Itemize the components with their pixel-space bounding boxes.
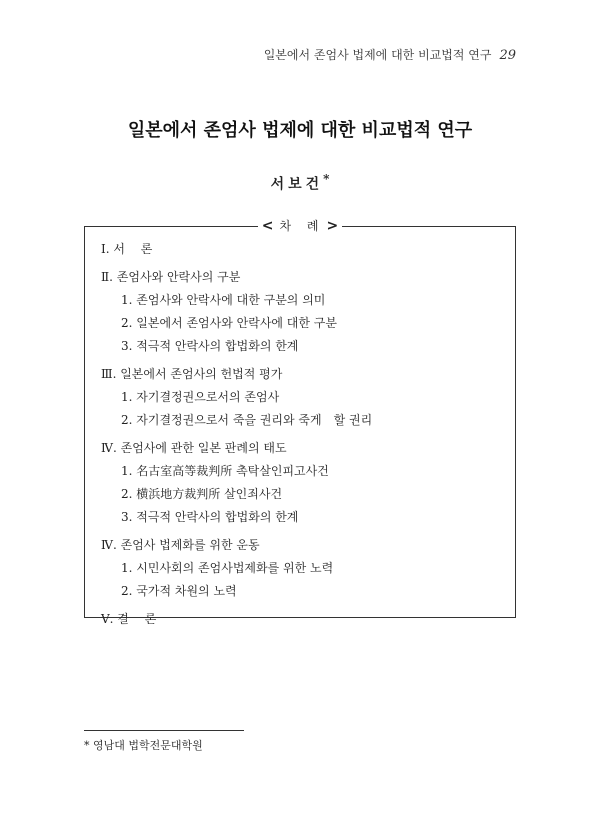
toc-item: 2. 横浜地方裁判所 살인죄사건 (121, 487, 283, 501)
toc-open-bracket: < (261, 218, 274, 234)
toc-close-bracket: > (326, 218, 339, 234)
toc-section (85, 266, 515, 358)
toc-section (85, 363, 515, 432)
running-title: 일본에서 존엄사 법제에 대한 비교법적 연구 (263, 48, 492, 62)
toc-item: 1. 존엄사와 안락사에 대한 구분의 의미 (121, 293, 326, 307)
toc-item: 2. 국가적 차원의 노력 (121, 584, 237, 598)
footnote: * 영남대 법학전문대학원 (84, 739, 203, 752)
toc-item: 1. 名古室高等裁判所 촉탁살인피고사건 (121, 464, 329, 478)
toc-section-title: Ⅴ. 결 론 (101, 612, 157, 626)
toc-item: 1. 시민사회의 존엄사법제화를 위한 노력 (121, 561, 334, 575)
toc-label: 차 례 (279, 219, 325, 233)
toc-item: 1. 자기결정권으로서의 존엄사 (121, 390, 280, 404)
toc-section (85, 437, 515, 529)
running-header (264, 46, 516, 63)
toc-section-title: Ⅳ. 존엄사 법제화를 위한 운동 (101, 538, 260, 552)
toc-section (85, 534, 515, 603)
toc-list (85, 238, 515, 636)
page-number: 29 (499, 48, 516, 63)
toc-section (85, 238, 515, 261)
toc-item: 3. 적극적 안락사의 합법화의 한계 (121, 339, 299, 353)
toc-section (85, 608, 515, 631)
toc-section-title: Ⅰ. 서 론 (101, 242, 153, 256)
paper-title: 일본에서 존엄사 법제에 대한 비교법적 연구 (127, 120, 473, 141)
author-name: 서보건 (270, 176, 324, 193)
footnote-divider (84, 730, 244, 731)
toc-section-title: Ⅱ. 존엄사와 안락사의 구분 (101, 270, 241, 284)
toc-section-title: Ⅲ. 일본에서 존엄사의 헌법적 평가 (101, 367, 283, 381)
author (0, 172, 600, 194)
toc-section-title: Ⅳ. 존엄사에 관한 일본 판례의 태도 (101, 441, 287, 455)
table-of-contents (84, 218, 516, 626)
author-footnote-mark: * (323, 172, 330, 186)
toc-item: 2. 자기결정권으로서 죽을 권리와 죽게 할 권리 (121, 413, 373, 427)
toc-item: 3. 적극적 안락사의 합법화의 한계 (121, 510, 299, 524)
toc-header (85, 217, 515, 235)
toc-item: 2. 일본에서 존엄사와 안락사에 대한 구분 (121, 316, 337, 330)
